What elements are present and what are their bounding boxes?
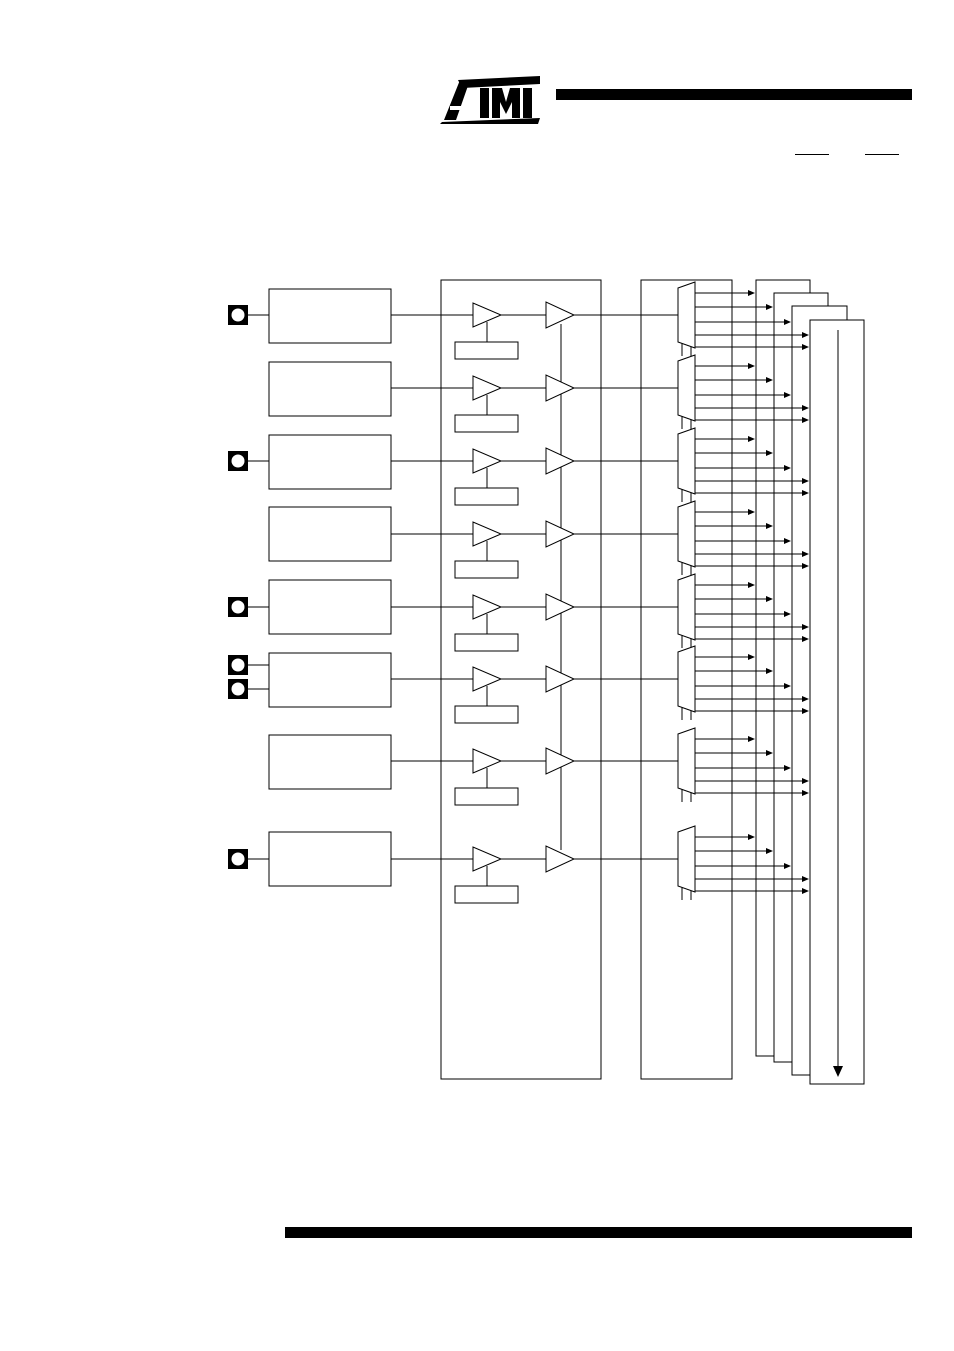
footer-rule [285,1227,912,1238]
row-2-demux [678,355,695,421]
row-1-amplifier-2 [546,302,574,328]
row-5-demux [678,574,695,640]
row-4-amplifier-2 [546,521,574,547]
row-5-input-block [269,580,391,634]
row-7-amplifier-2 [546,748,574,774]
row-1-demux [678,282,695,348]
row-2-gain-register [455,415,518,432]
row-3-input-block [269,435,391,489]
row-5-pin-hole-1 [232,601,245,614]
row-7-gain-register [455,788,518,805]
row-6-demux [678,646,695,712]
row-3-amplifier-2 [546,448,574,474]
row-1-input-block [269,289,391,343]
row-2-amplifier-2 [546,375,574,401]
row-4-input-block [269,507,391,561]
row-1-pin-hole-1 [232,309,245,322]
row-6-gain-register [455,706,518,723]
row-6-amplifier-2 [546,666,574,692]
row-5-amplifier-2 [546,594,574,620]
row-8-demux [678,826,695,892]
row-1-gain-register [455,342,518,359]
register-bank-4 [810,320,864,1084]
row-1-output-1-arrowhead [748,290,755,296]
row-6-input-block [269,653,391,707]
row-5-output-1-arrowhead [748,582,755,588]
row-8-output-1-arrowhead [748,834,755,840]
row-4-demux [678,501,695,567]
row-7-input-block [269,735,391,789]
row-6-output-1-arrowhead [748,654,755,660]
row-8-pin-hole-1 [232,853,245,866]
row-8-amplifier-2 [546,846,574,872]
row-4-output-1-arrowhead [748,509,755,515]
row-4-gain-register [455,561,518,578]
row-2-input-block [269,362,391,416]
row-5-gain-register [455,634,518,651]
row-7-demux [678,728,695,794]
row-6-pin-hole-1 [232,659,245,672]
row-8-gain-register [455,886,518,903]
row-3-pin-hole-1 [232,455,245,468]
row-3-output-1-arrowhead [748,436,755,442]
row-3-demux [678,428,695,494]
row-2-output-1-arrowhead [748,363,755,369]
row-3-gain-register [455,488,518,505]
row-7-output-1-arrowhead [748,736,755,742]
row-6-pin-hole-2 [232,683,245,696]
row-8-input-block [269,832,391,886]
